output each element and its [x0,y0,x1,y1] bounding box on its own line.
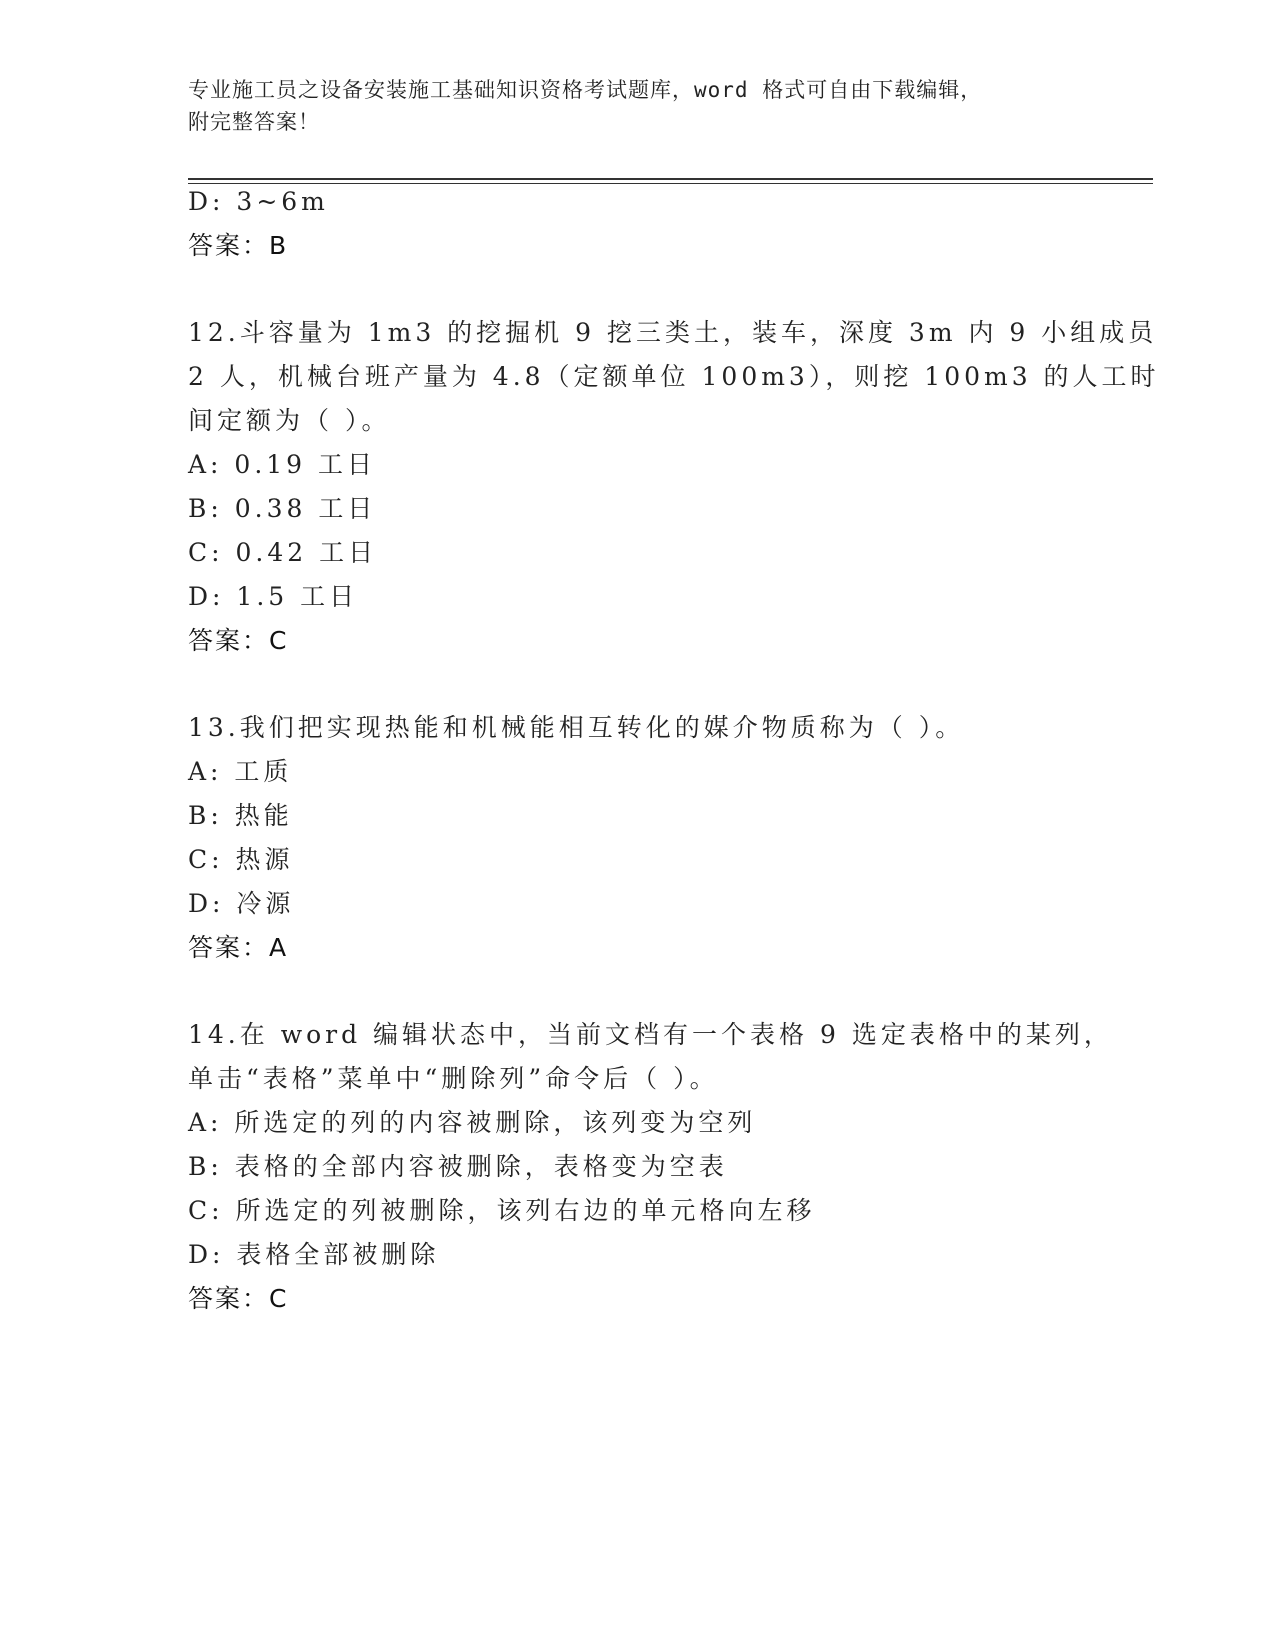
q12-stem-line-3: 间定额为（ ）。 [188,406,391,435]
q14-answer: 答案：C [188,1284,289,1313]
header-line-2: 附完整答案！ [188,110,320,134]
q13-answer: 答案：A [188,933,289,962]
prev-option-d: D: 3~6m [188,187,329,216]
q12-option-c: C: 0.42 工日 [188,538,378,567]
header-divider-thick [188,178,1153,180]
q12-answer: 答案：C [188,626,289,655]
q14-option-d: D: 表格全部被删除 [188,1240,440,1269]
q12-option-a: A: 0.19 工日 [188,450,377,479]
q14-option-b: B: 表格的全部内容被删除，表格变为空表 [188,1152,728,1181]
q13-stem-line-1: 13.我们把实现热能和机械能相互转化的媒介物质称为（ ）。 [188,713,965,742]
q14-stem-line-2: 单击“表格”菜单中“删除列”命令后（ ）。 [188,1064,719,1093]
q13-option-c: C: 热源 [188,845,294,874]
prev-answer: 答案：B [188,231,289,260]
q12-option-b: B: 0.38 工日 [188,494,377,523]
q14-option-c: C: 所选定的列被删除，该列右边的单元格向左移 [188,1196,816,1225]
header-divider-thin [188,183,1153,184]
header-line-1: 专业施工员之设备安装施工基础知识资格考试题库，word 格式可自由下载编辑， [188,78,983,102]
q13-option-b: B: 热能 [188,801,293,830]
q12-option-d: D: 1.5 工日 [188,582,359,611]
document-header [188,74,1088,138]
q14-option-a: A: 所选定的列的内容被删除，该列变为空列 [188,1108,757,1137]
q12-stem-line-1: 12.斗容量为 1m3 的挖掘机 9 挖三类土，装车，深度 3m 内 9 小组成员 [188,318,1158,347]
q12-stem-line-2: 2 人，机械台班产量为 4.8（定额单位 100m3），则挖 100m3 的人工时 [188,362,1160,391]
q14-stem-line-1: 14.在 word 编辑状态中，当前文档有一个表格 9 选定表格中的某列， [188,1020,1113,1049]
q13-option-a: A: 工质 [188,757,293,786]
q13-option-d: D: 冷源 [188,889,295,918]
